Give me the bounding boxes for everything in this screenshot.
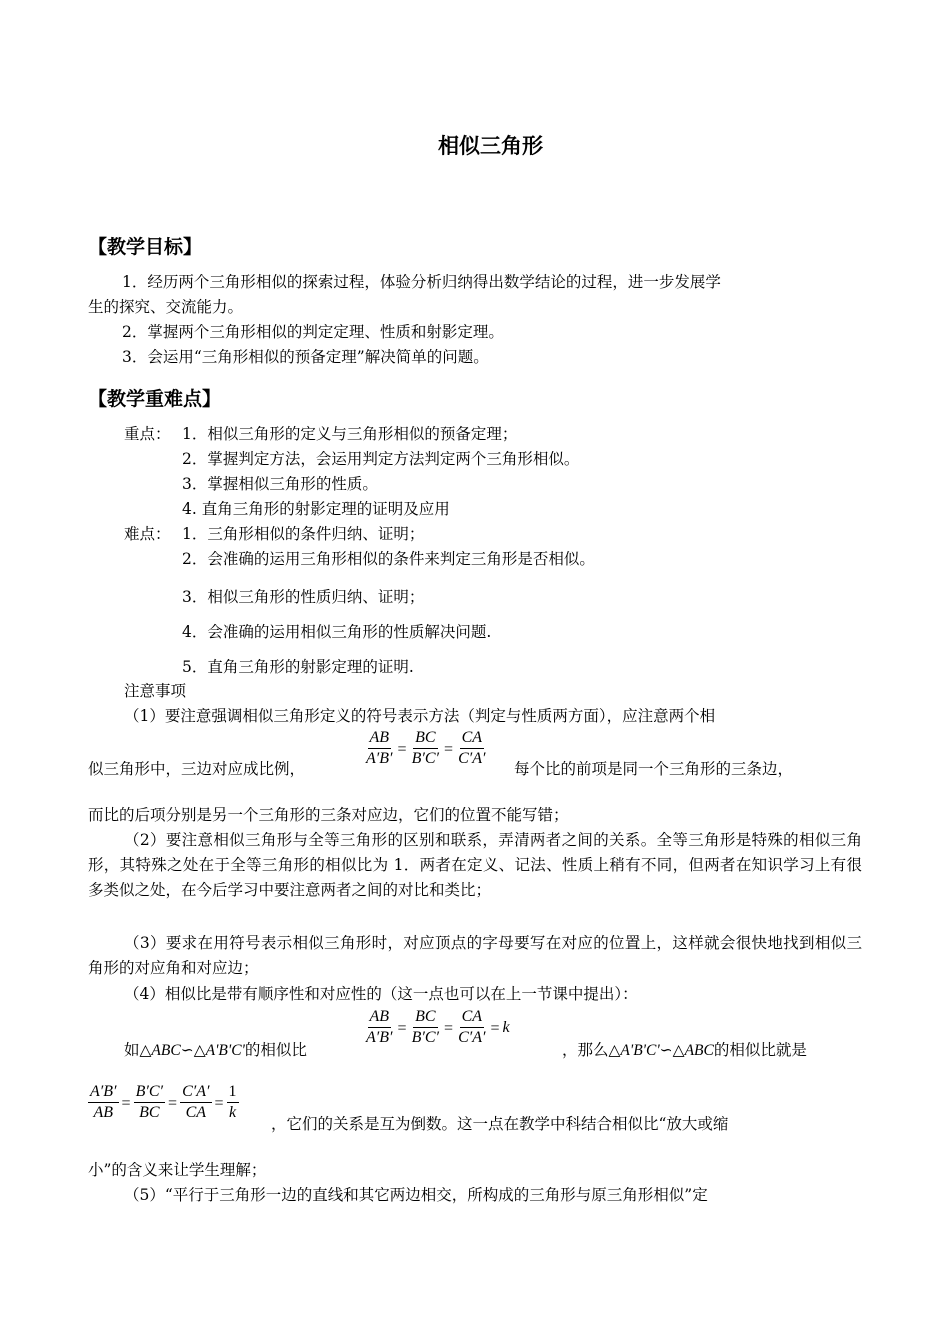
note-2: （2）要注意相似三角形与全等三角形的区别和联系，弄清两者之间的关系。全等三角形是特殊的相似三角形，其特殊之处在于全等三角形的相似比为 1．两者在定义、记法、性质上稍有不同，但两者在知识学习上有很多类似之处，在今后学习中要注意两者之间的对比和类比； bbox=[88, 831, 862, 899]
key-item: 4. 直角三角形的射影定理的证明及应用 bbox=[182, 500, 450, 518]
note-1-line-2-post: 每个比的前项是同一个三角形的三条边， bbox=[514, 760, 794, 778]
difficult-label: 难点： bbox=[124, 525, 171, 543]
note-4-line-1: （4）相似比是带有顺序性和对应性的（这一点也可以在上一节课中提出）： bbox=[124, 985, 638, 1003]
difficult-item: 1．三角形相似的条件归纳、证明； bbox=[182, 525, 425, 543]
ratio-formula-2: $\frac{AB}{A'B'}$ = $\frac{BC}{B'C'}$ = $\frac{CA}{C'A'}$ = k bbox=[366, 1008, 510, 1046]
difficult-item: 2．会准确的运用三角形相似的条件来判定三角形是否相似。 bbox=[182, 550, 595, 568]
difficult-item: 5．直角三角形的射影定理的证明. bbox=[182, 658, 414, 676]
objectives-heading: 【教学目标】 bbox=[88, 236, 203, 258]
key-item: 3．掌握相似三角形的性质。 bbox=[182, 475, 378, 493]
note-3: （3）要求在用符号表示相似三角形时，对应顶点的字母要写在对应的位置上，这样就会很快地找到相似三角形的对应角和对应边； bbox=[88, 934, 862, 977]
note-1-line-2-pre: 似三角形中，三边对应成比例， bbox=[88, 760, 306, 778]
difficult-item: 4．会准确的运用相似三角形的性质解决问题. bbox=[182, 623, 492, 641]
objective-item: 生的探究、交流能力。 bbox=[88, 298, 244, 316]
page-title: 相似三角形 bbox=[438, 134, 543, 158]
note-5: （5）“平行于三角形一边的直线和其它两边相交，所构成的三角形与原三角形相似”定 bbox=[124, 1186, 708, 1204]
note-1-line-1: （1）要注意强调相似三角形定义的符号表示方法（判定与性质两方面），应注意两个相 bbox=[124, 707, 716, 725]
notes-heading: 注意事项 bbox=[124, 682, 187, 700]
objective-item: 2．掌握两个三角形相似的判定定理、性质和射影定理。 bbox=[122, 323, 504, 341]
key-item: 1．相似三角形的定义与三角形相似的预备定理； bbox=[182, 425, 518, 443]
difficult-item: 3．相似三角形的性质归纳、证明； bbox=[182, 588, 425, 606]
objective-item: 1．经历两个三角形相似的探索过程，体验分析归纳得出数学结论的过程，进一步发展学 bbox=[122, 273, 721, 291]
note-1-line-3: 而比的后项分别是另一个三角形的三条对应边，它们的位置不能写错； bbox=[88, 806, 569, 824]
ratio-formula-1: $\frac{AB}{A'B'}$ = $\frac{BC}{B'C'}$ = $\frac{CA}{C'A'}$ bbox=[366, 729, 486, 767]
key-label: 重点： bbox=[124, 425, 171, 443]
ratio-formula-3: $\frac{A'B'}{AB}$ = $\frac{B'C'}{BC}$ = $\frac{C'A'}{CA}$ = $\frac{1}{k}$ bbox=[90, 1083, 237, 1121]
note-4-line-2-pre: 如△ABC∽△A'B'C'的相似比 bbox=[124, 1041, 307, 1059]
note-4-line-4: 小”的含义来让学生理解； bbox=[88, 1161, 267, 1179]
note-4-line-3-post: ，它们的关系是互为倒数。这一点在教学中科结合相似比“放大或缩 bbox=[271, 1115, 729, 1133]
objective-item: 3．会运用“三角形相似的预备定理”解决简单的问题。 bbox=[122, 348, 489, 366]
key-item: 2．掌握判定方法，会运用判定方法判定两个三角形相似。 bbox=[182, 450, 580, 468]
key-points-heading: 【教学重难点】 bbox=[88, 388, 222, 410]
note-4-line-2-post: ，那么△A'B'C'∽△ABC的相似比就是 bbox=[562, 1041, 807, 1059]
